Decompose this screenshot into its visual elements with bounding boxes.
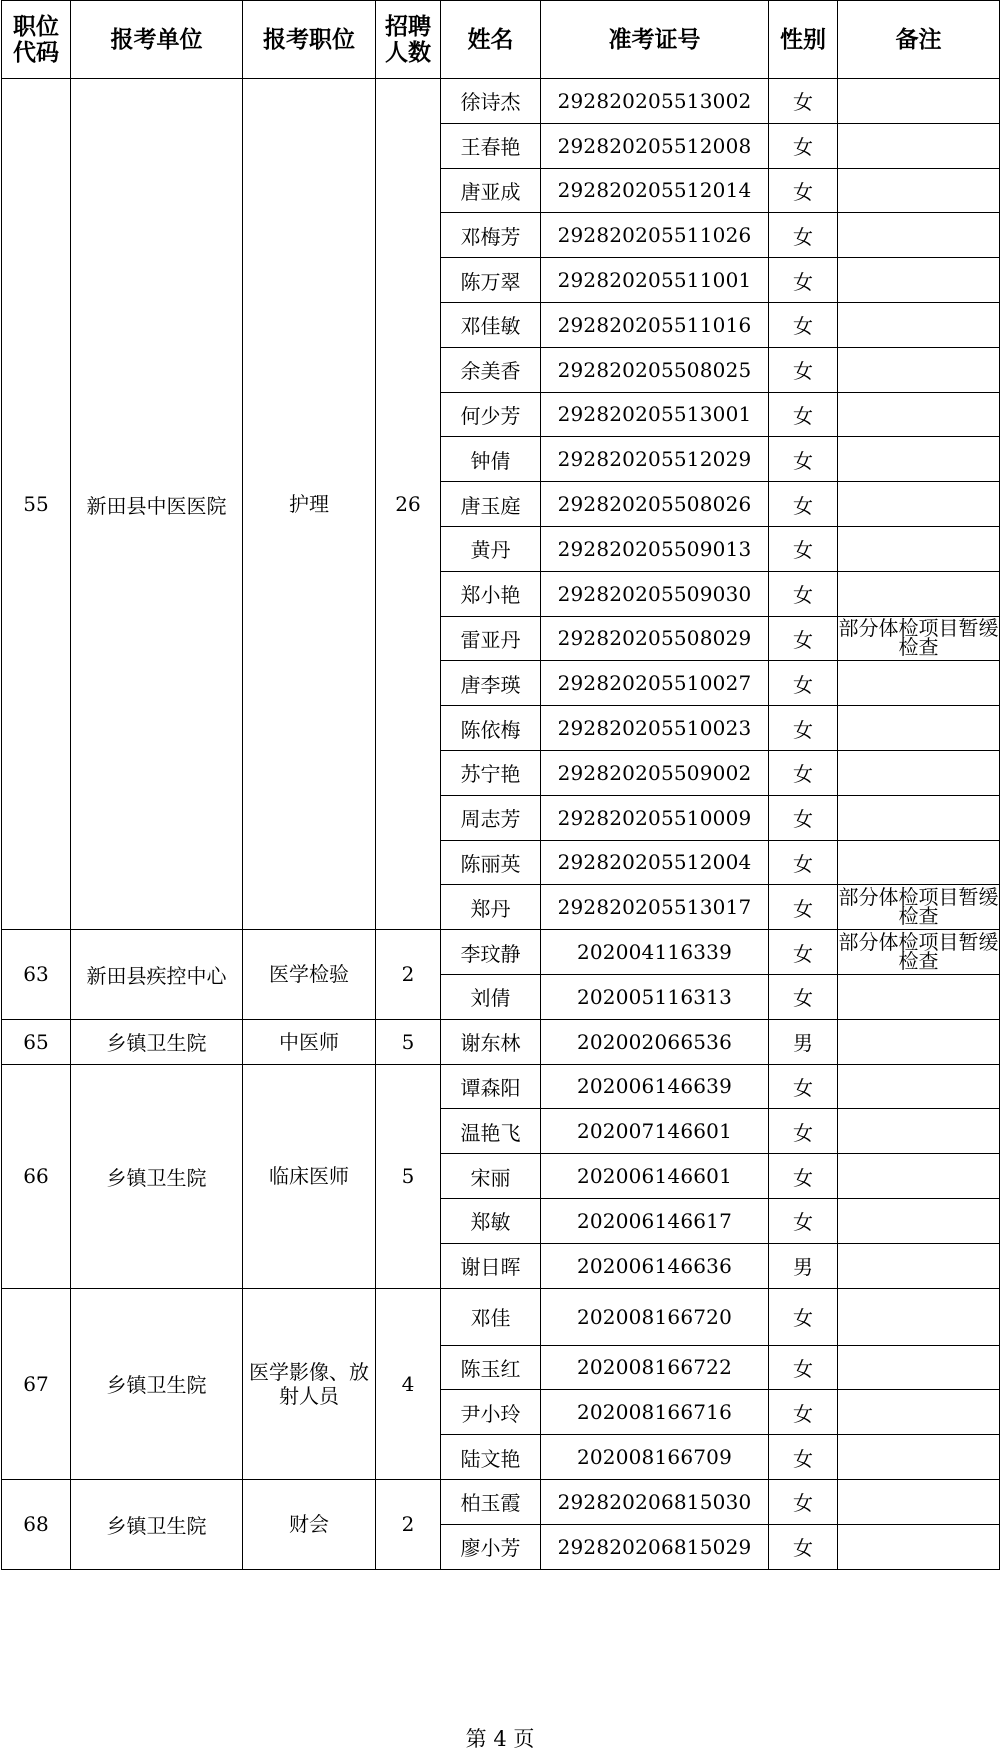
group-unit: 新田县疾控中心	[71, 930, 243, 1020]
group-code: 63	[2, 930, 71, 1020]
candidate-name: 何少芳	[441, 392, 541, 437]
candidate-name: 邓梅芳	[441, 213, 541, 258]
exam-id: 292820205512014	[541, 168, 769, 213]
exam-id: 292820205508026	[541, 482, 769, 527]
candidate-gender: 女	[769, 213, 838, 258]
candidate-name: 王春艳	[441, 123, 541, 168]
candidate-name: 谭森阳	[441, 1064, 541, 1109]
group-position: 医学影像、放射人员	[243, 1288, 376, 1479]
candidate-note	[838, 482, 1000, 527]
group-code: 55	[2, 79, 71, 930]
group-quota: 4	[376, 1288, 441, 1479]
candidate-name: 宋丽	[441, 1154, 541, 1199]
group-code: 67	[2, 1288, 71, 1479]
candidate-name: 钟倩	[441, 437, 541, 482]
candidate-note	[838, 750, 1000, 795]
header-code: 职位代码	[2, 1, 71, 79]
candidate-note	[838, 168, 1000, 213]
candidate-note	[838, 1390, 1000, 1435]
candidate-name: 雷亚丹	[441, 616, 541, 661]
candidate-gender: 男	[769, 1019, 838, 1064]
candidate-gender: 女	[769, 1390, 838, 1435]
candidate-note	[838, 437, 1000, 482]
table-row	[2, 1064, 1000, 1109]
candidate-note	[838, 392, 1000, 437]
header-quota: 招聘人数	[376, 1, 441, 79]
candidate-gender: 女	[769, 79, 838, 124]
group-code: 68	[2, 1479, 71, 1569]
group-quota: 2	[376, 1479, 441, 1569]
exam-id: 292820205508029	[541, 616, 769, 661]
candidate-name: 唐李瑛	[441, 661, 541, 706]
candidate-note	[838, 571, 1000, 616]
candidate-note: 部分体检项目暂缓检查	[838, 885, 999, 929]
candidate-name: 尹小玲	[441, 1390, 541, 1435]
candidate-gender: 女	[769, 795, 838, 840]
candidate-gender: 女	[769, 123, 838, 168]
exam-id: 292820206815030	[541, 1479, 769, 1524]
exam-id: 292820205510009	[541, 795, 769, 840]
candidate-gender: 女	[769, 168, 838, 213]
candidate-name: 黄丹	[441, 526, 541, 571]
candidate-note: 部分体检项目暂缓检查	[838, 616, 999, 660]
candidate-gender: 女	[769, 840, 838, 885]
candidate-gender: 女	[769, 347, 838, 392]
header-position: 报考职位	[243, 1, 376, 79]
candidate-note	[838, 1154, 1000, 1199]
exam-id: 202006146601	[541, 1154, 769, 1199]
exam-id: 202006146639	[541, 1064, 769, 1109]
exam-id: 292820205509013	[541, 526, 769, 571]
group-position: 护理	[243, 79, 376, 930]
candidate-name: 谢日晖	[441, 1243, 541, 1288]
candidate-name: 李玟静	[441, 930, 541, 975]
candidate-note	[838, 1019, 1000, 1064]
group-unit: 乡镇卫生院	[71, 1019, 243, 1064]
candidate-name: 陈依梅	[441, 706, 541, 751]
exam-id: 292820205508025	[541, 347, 769, 392]
candidate-note	[838, 1064, 1000, 1109]
exam-id: 292820205511026	[541, 213, 769, 258]
exam-id: 202005116313	[541, 974, 769, 1019]
candidate-note	[838, 302, 1000, 347]
exam-id: 202006146636	[541, 1243, 769, 1288]
group-position: 医学检验	[243, 930, 376, 1020]
candidate-note	[838, 1435, 1000, 1480]
table-row	[2, 1019, 1000, 1064]
candidate-gender: 女	[769, 302, 838, 347]
exam-id: 292820205513001	[541, 392, 769, 437]
group-quota: 5	[376, 1064, 441, 1288]
candidate-note	[838, 840, 1000, 885]
group-unit: 乡镇卫生院	[71, 1479, 243, 1569]
candidate-gender: 女	[769, 437, 838, 482]
candidate-name: 唐玉庭	[441, 482, 541, 527]
candidate-name: 谢东林	[441, 1019, 541, 1064]
exam-id: 292820205509030	[541, 571, 769, 616]
exam-id: 202008166720	[541, 1288, 769, 1345]
candidate-note	[838, 526, 1000, 571]
candidate-name: 郑敏	[441, 1198, 541, 1243]
group-quota: 26	[376, 79, 441, 930]
candidate-note	[838, 974, 1000, 1019]
exam-id: 202002066536	[541, 1019, 769, 1064]
candidate-note	[838, 123, 1000, 168]
exam-id: 202007146601	[541, 1109, 769, 1154]
candidate-note	[838, 347, 1000, 392]
candidate-name: 陈丽英	[441, 840, 541, 885]
candidate-note: 部分体检项目暂缓检查	[838, 930, 999, 974]
table-row	[2, 1479, 1000, 1524]
candidate-gender: 女	[769, 1288, 838, 1345]
candidate-gender: 女	[769, 392, 838, 437]
candidate-gender: 女	[769, 1479, 838, 1524]
candidate-name: 苏宁艳	[441, 750, 541, 795]
exam-id: 292820205511001	[541, 258, 769, 303]
candidate-name: 徐诗杰	[441, 79, 541, 124]
candidate-gender: 女	[769, 1524, 838, 1569]
exam-id: 292820205512008	[541, 123, 769, 168]
header-row	[2, 1, 1000, 79]
header-gender: 性别	[769, 1, 838, 79]
exam-id: 292820206815029	[541, 1524, 769, 1569]
exam-id: 202008166722	[541, 1345, 769, 1390]
candidate-note	[838, 79, 1000, 124]
header-unit: 报考单位	[71, 1, 243, 79]
candidate-name: 陈玉红	[441, 1345, 541, 1390]
candidate-name: 唐亚成	[441, 168, 541, 213]
group-code: 65	[2, 1019, 71, 1064]
candidate-gender: 女	[769, 930, 838, 975]
candidate-gender: 女	[769, 750, 838, 795]
candidate-name: 柏玉霞	[441, 1479, 541, 1524]
candidate-gender: 女	[769, 1064, 838, 1109]
candidate-name: 廖小芳	[441, 1524, 541, 1569]
candidate-note	[838, 706, 1000, 751]
candidate-note	[838, 661, 1000, 706]
exam-id: 292820205512029	[541, 437, 769, 482]
candidate-gender: 女	[769, 661, 838, 706]
candidate-gender: 女	[769, 1154, 838, 1199]
group-position: 财会	[243, 1479, 376, 1569]
results-table	[1, 0, 1000, 1570]
group-quota: 2	[376, 930, 441, 1020]
candidate-gender: 女	[769, 482, 838, 527]
candidate-name: 邓佳	[441, 1288, 541, 1345]
candidate-gender: 女	[769, 526, 838, 571]
candidate-note	[838, 1524, 1000, 1569]
exam-id: 202004116339	[541, 930, 769, 975]
group-unit: 乡镇卫生院	[71, 1288, 243, 1479]
candidate-name: 郑丹	[441, 885, 541, 930]
candidate-note	[838, 1243, 1000, 1288]
table-body	[2, 79, 1000, 1570]
candidate-gender: 女	[769, 1345, 838, 1390]
candidate-gender: 女	[769, 706, 838, 751]
exam-id: 292820205511016	[541, 302, 769, 347]
exam-id: 292820205510023	[541, 706, 769, 751]
candidate-gender: 女	[769, 258, 838, 303]
group-unit: 乡镇卫生院	[71, 1064, 243, 1288]
candidate-name: 郑小艳	[441, 571, 541, 616]
table-row	[2, 1288, 1000, 1345]
header-note: 备注	[838, 1, 1000, 79]
candidate-name: 陆文艳	[441, 1435, 541, 1480]
group-position: 中医师	[243, 1019, 376, 1064]
candidate-gender: 女	[769, 885, 838, 930]
exam-id: 292820205512004	[541, 840, 769, 885]
candidate-note	[838, 1198, 1000, 1243]
exam-id: 292820205513017	[541, 885, 769, 930]
group-code: 66	[2, 1064, 71, 1288]
candidate-gender: 女	[769, 571, 838, 616]
table-row	[2, 930, 1000, 975]
candidate-name: 陈万翠	[441, 258, 541, 303]
candidate-gender: 女	[769, 616, 838, 661]
table-row	[2, 79, 1000, 124]
candidate-gender: 女	[769, 1198, 838, 1243]
candidate-gender: 女	[769, 1109, 838, 1154]
candidate-name: 温艳飞	[441, 1109, 541, 1154]
candidate-note	[838, 258, 1000, 303]
exam-id: 292820205513002	[541, 79, 769, 124]
candidate-note	[838, 1479, 1000, 1524]
candidate-note	[838, 1345, 1000, 1390]
exam-id: 292820205510027	[541, 661, 769, 706]
candidate-note	[838, 1109, 1000, 1154]
candidate-name: 余美香	[441, 347, 541, 392]
candidate-name: 周志芳	[441, 795, 541, 840]
candidate-note	[838, 1288, 1000, 1345]
exam-id: 202006146617	[541, 1198, 769, 1243]
candidate-gender: 女	[769, 974, 838, 1019]
exam-id: 202008166709	[541, 1435, 769, 1480]
candidate-gender: 女	[769, 1435, 838, 1480]
exam-id: 202008166716	[541, 1390, 769, 1435]
page-number: 第 4 页	[465, 1727, 535, 1751]
candidate-gender: 男	[769, 1243, 838, 1288]
exam-id: 292820205509002	[541, 750, 769, 795]
group-unit: 新田县中医医院	[71, 79, 243, 930]
header-exam-id: 准考证号	[541, 1, 769, 79]
candidate-note	[838, 213, 1000, 258]
candidate-note	[838, 795, 1000, 840]
candidate-name: 邓佳敏	[441, 302, 541, 347]
candidate-name: 刘倩	[441, 974, 541, 1019]
header-name: 姓名	[441, 1, 541, 79]
group-position: 临床医师	[243, 1064, 376, 1288]
group-quota: 5	[376, 1019, 441, 1064]
